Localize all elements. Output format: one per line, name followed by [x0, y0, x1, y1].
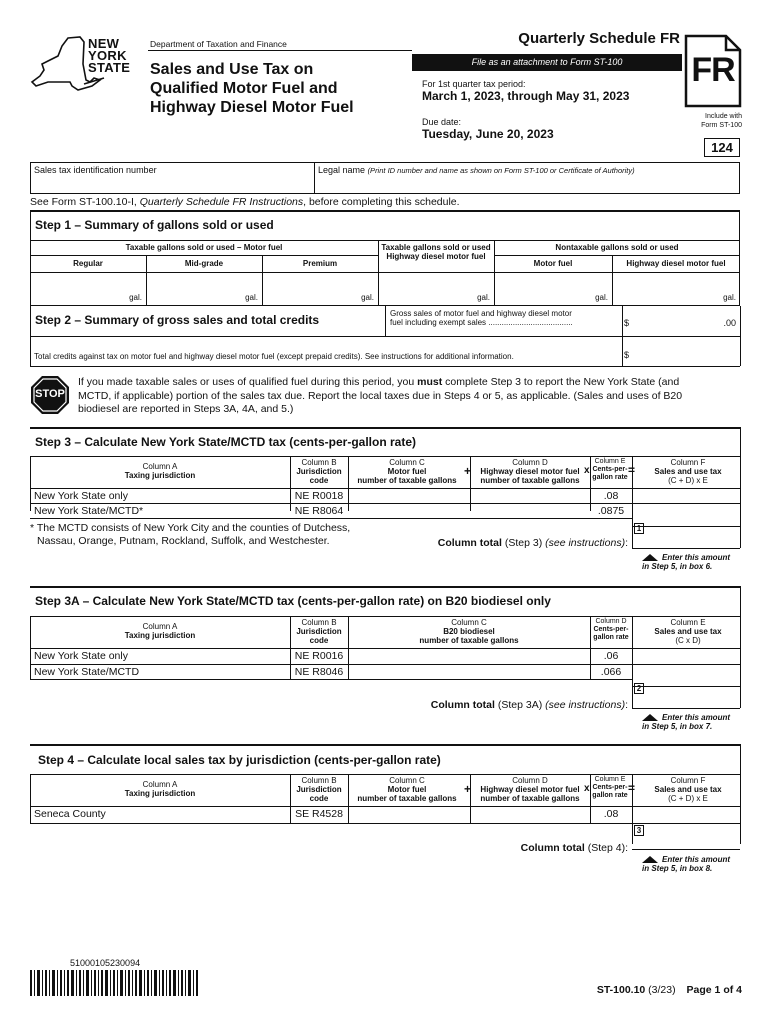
step1-col-motor-fuel: Motor fuel	[533, 259, 573, 268]
times-sign: x	[584, 465, 590, 476]
col-c-title: Motor fuel	[387, 467, 427, 477]
department-name: Department of Taxation and Finance	[150, 39, 287, 49]
step3a-row-1-b20-input[interactable]	[350, 649, 588, 661]
step1-nontax-motor-input[interactable]	[496, 274, 608, 304]
col-a-title: Taxing jurisdiction	[124, 471, 196, 481]
col-e-title: Sales and use tax	[654, 627, 722, 637]
step3-col-c	[348, 458, 466, 486]
barcode-number: 51000105230094	[70, 958, 141, 968]
col-b-title-2: code	[309, 636, 329, 646]
footnote-line-2: Nassau, Orange, Putnam, Rockland, Suffolk, and Westchester.	[37, 535, 330, 547]
form-title-line-2: Qualified Motor Fuel and	[150, 80, 338, 97]
period-value: March 1, 2023, through May 31, 2023	[422, 89, 630, 103]
gross-sales-line-1: Gross sales of motor fuel and highway diesel motor	[390, 309, 572, 318]
step1-group-nontaxable: Nontaxable gallons sold or used	[555, 243, 679, 252]
equals-sign: =	[628, 463, 636, 477]
col-d-title: Highway diesel motor fuel	[480, 785, 580, 795]
col-e-label: Column E	[670, 618, 706, 627]
form-rev: (3/23)	[645, 984, 676, 996]
instructions-prefix: See Form ST-100.10-I,	[30, 196, 140, 208]
step3a-row-1-code: NE R0016	[294, 650, 344, 662]
total-colon: :	[625, 537, 628, 549]
instructions-suffix: , before completing this schedule.	[303, 196, 460, 208]
fr-badge-text: FR	[691, 51, 735, 89]
enter-note-line-1: Enter this amount	[662, 855, 731, 864]
step3a-row-2-rate: .066	[600, 666, 622, 678]
due-date-value: Tuesday, June 20, 2023	[422, 127, 554, 141]
step3a-row-2-code: NE R8046	[294, 666, 344, 678]
include-note-line-2: Form ST-100	[701, 122, 742, 129]
enter-note-line-2: in Step 5, in box 6.	[642, 562, 713, 572]
step2-credits-field[interactable]	[624, 350, 738, 364]
legal-name-note: (Print ID number and name as shown on Form ST-100 or Certificate of Authority)	[367, 166, 635, 175]
stop-sign-text: STOP	[35, 388, 65, 400]
logo-line-3: STATE	[88, 60, 131, 75]
step3a-row-1-jurisdiction: New York State only	[34, 650, 128, 662]
total-rest: (Step 3A)	[494, 699, 546, 711]
step4-row-1-motor-input[interactable]	[350, 807, 468, 821]
step1-group-taxable-motor: Taxable gallons sold or used – Motor fuel	[125, 243, 283, 252]
step3-col-e	[592, 458, 628, 482]
form-footer-id	[560, 984, 742, 996]
gal-unit: gal.	[361, 293, 374, 302]
stop-line1-post: complete Step 3 to report the New York State (and	[442, 376, 680, 388]
total-label: Column total	[520, 842, 585, 854]
col-b-title: Jurisdiction	[296, 785, 342, 795]
col-b-label: Column B	[301, 776, 337, 785]
barcode-icon	[30, 970, 200, 996]
include-note	[660, 112, 742, 130]
col-e-formula: (C x D)	[675, 636, 701, 646]
step3-row-2-rate: .0875	[597, 505, 625, 517]
sales-tax-id-field[interactable]	[34, 165, 310, 191]
form-title	[150, 60, 354, 117]
step3a-title: Step 3A – Calculate New York State/MCTD tax (cents-per-gallon rate) on B20 biodiesel only	[35, 594, 551, 608]
instructions-line	[30, 196, 460, 209]
step1-regular-input[interactable]	[32, 274, 142, 304]
col-e-title-2: gallon rate	[592, 792, 628, 800]
step3a-row-2-jurisdiction: New York State/MCTD	[34, 666, 140, 678]
step3a-col-c	[348, 618, 590, 646]
col-d-title-2: number of taxable gallons	[480, 794, 580, 804]
col-f-formula: (C + D) x E	[668, 794, 708, 804]
step1-midgrade-input[interactable]	[148, 274, 258, 304]
legal-name-field[interactable]	[318, 165, 738, 191]
attachment-banner	[412, 54, 682, 71]
col-a-title: Taxing jurisdiction	[124, 789, 196, 799]
attachment-note: File as an attachment to Form ST-100	[471, 57, 623, 67]
step3-col-b	[290, 458, 348, 486]
step3-row-1-diesel-input[interactable]	[472, 489, 588, 499]
step1-premium-input[interactable]	[264, 274, 374, 304]
step3-footnote	[30, 522, 350, 548]
col-c-title-2: number of taxable gallons	[419, 636, 519, 646]
total-label: Column total	[437, 537, 502, 549]
enter-note-line-2: in Step 5, in box 8.	[642, 864, 713, 874]
step3a-box-number: 2	[634, 683, 644, 694]
form-id: ST-100.10	[596, 984, 646, 996]
step1-col-midgrade: Mid-grade	[184, 259, 224, 268]
col-f-title: Sales and use tax	[654, 785, 722, 795]
col-c-title: Motor fuel	[387, 785, 427, 795]
col-c-title: B20 biodiesel	[443, 627, 495, 637]
gross-sales-line-2: fuel including exempt sales ......................................	[390, 318, 573, 328]
stop-line-2: MCTD, if applicable) portion of the sales tax due. Report the local taxes due in Steps 4 or 5, as applicable. (Sales and uses of B20	[78, 389, 683, 402]
total-colon: :	[625, 699, 628, 711]
arrow-up-icon	[642, 714, 658, 721]
col-e-title-2: gallon rate	[592, 474, 628, 482]
step4-col-c	[348, 776, 466, 804]
col-c-label: Column C	[451, 618, 487, 627]
form-title-line-3: Highway Diesel Motor Fuel	[150, 99, 354, 116]
col-d-title-2: number of taxable gallons	[480, 476, 580, 486]
step3-title: Step 3 – Calculate New York State/MCTD tax (cents-per-gallon rate)	[35, 435, 416, 449]
step4-title: Step 4 – Calculate local sales tax by jurisdiction (cents-per-gallon rate)	[38, 753, 441, 767]
total-rest: (Step 4):	[584, 842, 628, 854]
col-b-title: Jurisdiction	[296, 627, 342, 637]
total-label: Column total	[430, 699, 495, 711]
step3a-column-total	[360, 699, 628, 712]
step3-row-1-motor-input[interactable]	[350, 489, 468, 499]
col-d-label: Column D	[512, 776, 548, 785]
step3-row-2-tax-input[interactable]	[634, 504, 738, 514]
step4-col-f	[636, 776, 740, 804]
step3-row-1-tax-input[interactable]	[634, 489, 738, 499]
instructions-italic: Quarterly Schedule FR Instructions	[139, 196, 304, 208]
gal-unit: gal.	[477, 293, 490, 302]
step1-col-highway-diesel: Highway diesel motor fuel	[626, 259, 726, 268]
step1-group-diesel-line-2: Highway diesel motor fuel	[386, 252, 486, 262]
dollar-sign: $	[624, 350, 630, 360]
plus-sign: +	[464, 464, 472, 478]
col-b-title-2: code	[309, 794, 329, 804]
gal-unit: gal.	[595, 293, 608, 302]
col-b-title-2: code	[309, 476, 329, 486]
step3-column-total	[360, 537, 628, 550]
step3-row-2-code: NE R8064	[294, 505, 344, 517]
col-a-label: Column A	[142, 780, 178, 789]
col-b-label: Column B	[301, 458, 337, 467]
cents-zero: .00	[723, 318, 736, 328]
enter-note-line-2: in Step 5, in box 7.	[642, 722, 713, 732]
step1-col-premium: Premium	[302, 259, 338, 268]
arrow-up-icon	[642, 554, 658, 561]
step3-box-number: 1	[634, 523, 644, 534]
step4-column-total	[360, 842, 628, 855]
gal-unit: gal.	[723, 293, 736, 302]
period-label: For 1st quarter tax period:	[422, 79, 526, 89]
col-d-label: Column D	[595, 618, 627, 625]
col-c-title-2: number of taxable gallons	[357, 794, 457, 804]
col-e-title: Cents-per-	[592, 466, 628, 474]
step3a-col-d	[590, 618, 632, 642]
stop-notice-text	[78, 376, 742, 417]
legal-name-label: Legal name	[318, 165, 366, 175]
step3a-total-input[interactable]	[646, 688, 738, 708]
step3-row-1-code: NE R0018	[294, 490, 344, 502]
step3-col-f	[636, 458, 740, 486]
logo-line-1: NEW	[88, 36, 120, 51]
step4-row-1-diesel-input[interactable]	[472, 807, 588, 821]
step3a-row-1-tax-input[interactable]	[634, 649, 738, 661]
due-date-label: Due date:	[422, 117, 462, 127]
col-b-title: Jurisdiction	[296, 467, 342, 477]
step4-total-input[interactable]	[646, 828, 738, 848]
col-a-label: Column A	[142, 462, 178, 471]
step4-row-1-jurisdiction: Seneca County	[34, 808, 106, 820]
form-number-box: 124	[704, 138, 740, 157]
enter-note-line-1: Enter this amount	[662, 713, 731, 722]
total-rest: (Step 3)	[501, 537, 546, 549]
logo-line-2: YORK	[88, 48, 127, 63]
step3a-col-b	[290, 618, 348, 646]
step1-col-regular: Regular	[73, 259, 103, 268]
include-note-line-1: Include with	[705, 113, 742, 120]
step4-row-1-tax-input[interactable]	[634, 807, 738, 821]
step4-box-number: 3	[634, 825, 644, 836]
step3-row-2-motor-input[interactable]	[350, 504, 468, 514]
col-d-title-2: gallon rate	[593, 634, 629, 642]
step1-nontax-diesel-input[interactable]	[614, 274, 736, 304]
step3a-col-e	[636, 618, 740, 646]
step4-row-1-code: SE R4528	[295, 808, 343, 820]
stop-line1-bold: must	[417, 376, 443, 388]
sales-tax-id-label: Sales tax identification number	[34, 165, 157, 175]
step3-row-2-jurisdiction: New York State/MCTD*	[34, 505, 144, 517]
dollar-sign: $	[624, 318, 630, 328]
step1-group-diesel-line-1: Taxable gallons sold or used	[381, 243, 491, 252]
step3a-row-1-rate: .06	[603, 650, 619, 662]
step2-gross-sales-label	[390, 309, 622, 327]
step2-title: Step 2 – Summary of gross sales and total credits	[35, 313, 320, 327]
col-e-label: Column E	[594, 458, 626, 465]
total-italic: (see instructions)	[545, 537, 626, 549]
step1-diesel-input[interactable]	[380, 274, 490, 304]
step3a-row-2-tax-input[interactable]	[634, 665, 738, 677]
footnote-line-1: * The MCTD consists of New York City and the counties of Dutchess,	[30, 522, 351, 534]
col-e-label: Column E	[594, 776, 626, 783]
col-d-title: Cents-per-	[593, 626, 629, 634]
schedule-name: Quarterly Schedule FR	[518, 30, 680, 47]
ny-logo-text	[88, 38, 130, 74]
step4-row-1-rate: .08	[603, 808, 619, 820]
step2-gross-sales-field[interactable]	[624, 318, 738, 334]
step4-enter-note	[642, 855, 730, 873]
step1-title: Step 1 – Summary of gallons sold or used	[35, 218, 274, 232]
col-a-title: Taxing jurisdiction	[124, 631, 196, 641]
col-f-label: Column F	[670, 776, 706, 785]
step3-enter-note	[642, 553, 730, 571]
step3-row-1-jurisdiction: New York State only	[34, 490, 128, 502]
plus-sign: +	[464, 782, 472, 796]
enter-note-line-1: Enter this amount	[662, 553, 731, 562]
step3a-col-a	[30, 622, 290, 640]
step3-total-input[interactable]	[646, 528, 738, 548]
gal-unit: gal.	[245, 293, 258, 302]
col-f-title: Sales and use tax	[654, 467, 722, 477]
col-a-label: Column A	[142, 622, 178, 631]
col-f-formula: (C + D) x E	[668, 476, 708, 486]
form-title-line-1: Sales and Use Tax on	[150, 61, 314, 78]
arrow-up-icon	[642, 856, 658, 863]
step4-col-e	[592, 776, 628, 800]
step3-row-2-diesel-input[interactable]	[472, 504, 588, 514]
step3-col-d	[474, 458, 586, 486]
step4-col-b	[290, 776, 348, 804]
col-d-title: Highway diesel motor fuel	[480, 467, 580, 477]
stop-line1-pre: If you made taxable sales or uses of qualified fuel during this period, you	[78, 376, 418, 388]
step3a-row-2-b20-input[interactable]	[350, 665, 588, 677]
equals-sign: =	[628, 781, 636, 795]
step4-col-a	[30, 780, 290, 798]
step3-col-a	[30, 462, 290, 480]
col-c-title-2: number of taxable gallons	[357, 476, 457, 486]
step3-row-1-rate: .08	[603, 490, 619, 502]
stop-line-3: biodiesel are reported in Steps 3A, 4A, and 5.)	[78, 403, 294, 415]
step2-credits-label: Total credits against tax on motor fuel and highway diesel motor fuel (except prepaid credits). See instructions for additional information.	[34, 352, 514, 361]
col-d-label: Column D	[512, 458, 548, 467]
step1-group-taxable-diesel	[378, 243, 494, 261]
col-c-label: Column C	[389, 776, 425, 785]
total-italic: (see instructions)	[545, 699, 626, 711]
gal-unit: gal.	[129, 293, 142, 302]
step4-col-d	[474, 776, 586, 804]
times-sign: x	[584, 783, 590, 794]
page-number: Page 1 of 4	[686, 984, 742, 996]
col-c-label: Column C	[389, 458, 425, 467]
col-b-label: Column B	[301, 618, 337, 627]
col-f-label: Column F	[670, 458, 706, 467]
step3a-enter-note	[642, 713, 730, 731]
col-e-title: Cents-per-	[592, 784, 628, 792]
